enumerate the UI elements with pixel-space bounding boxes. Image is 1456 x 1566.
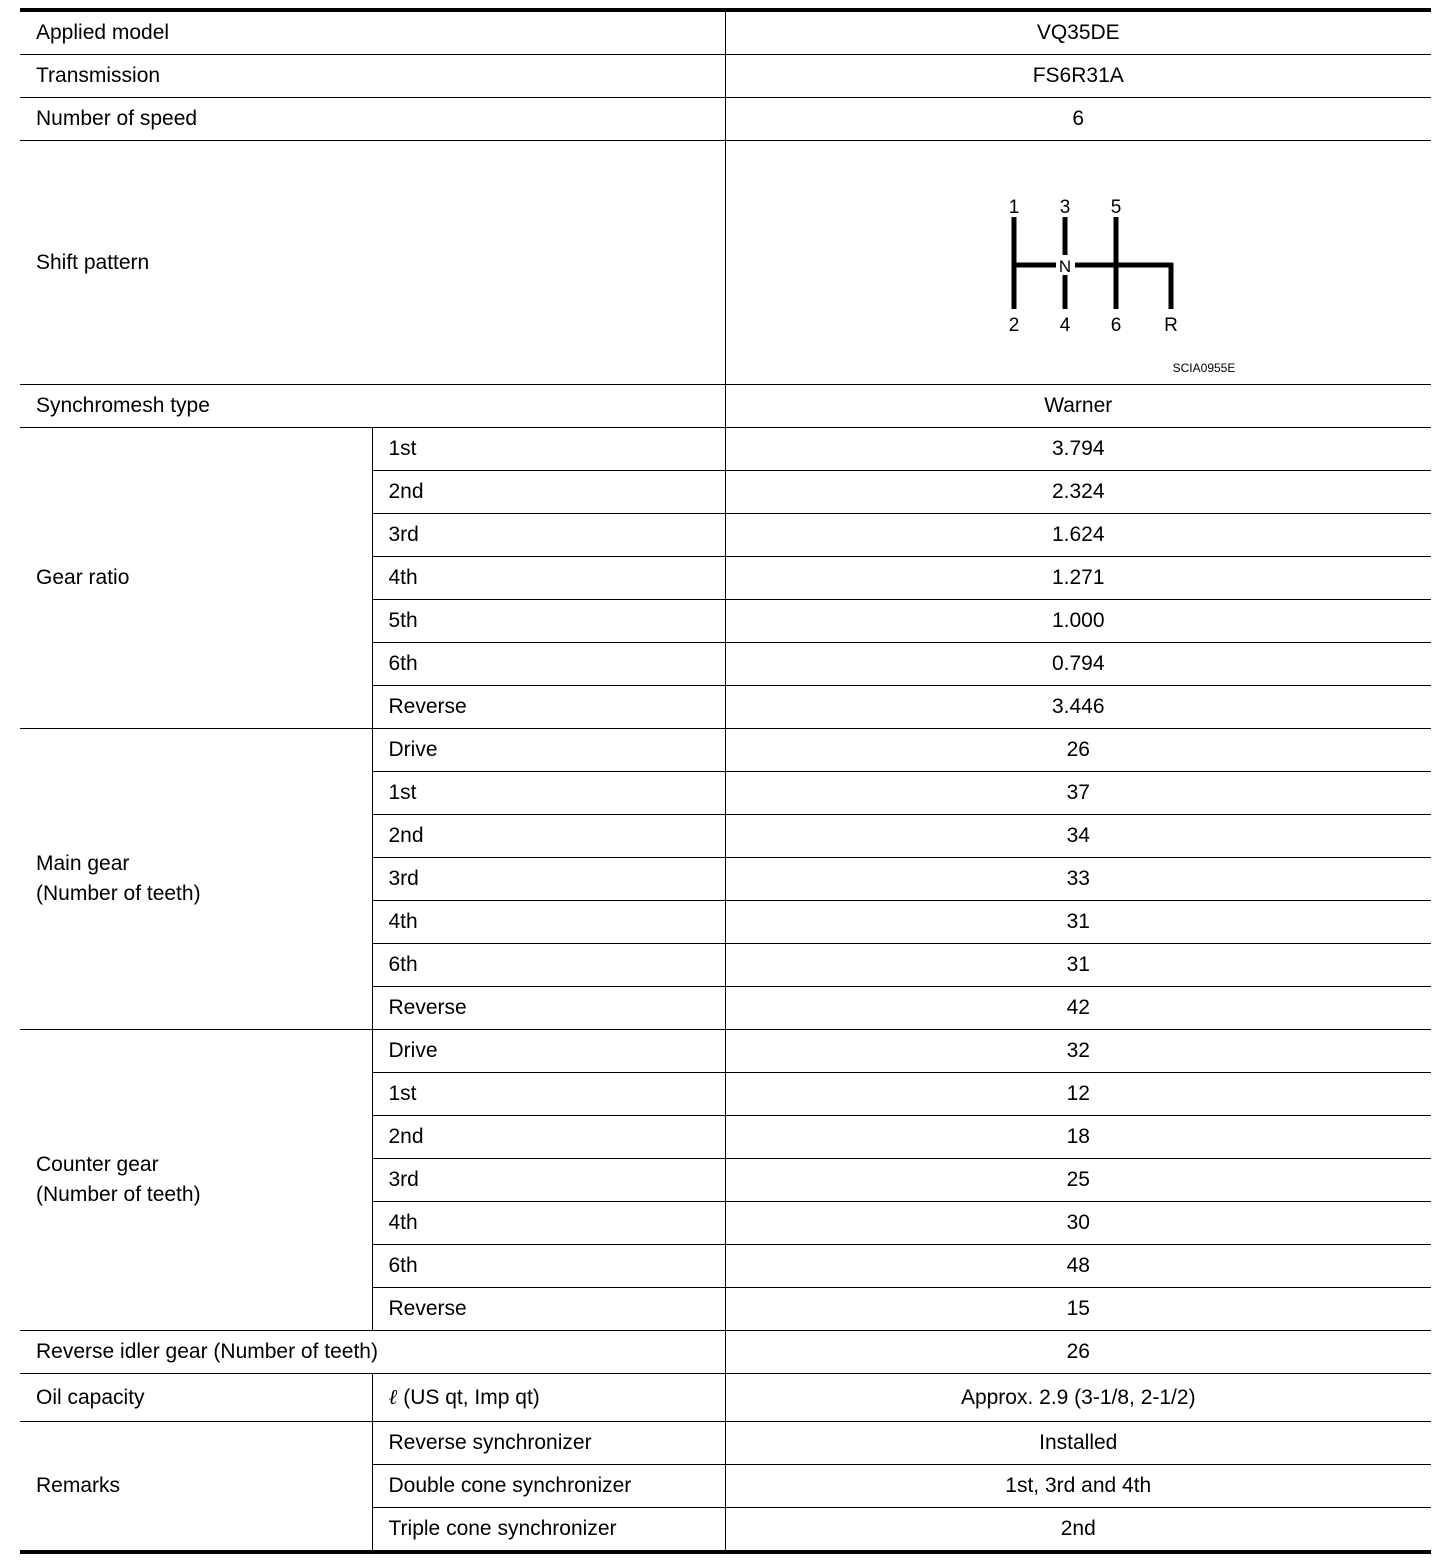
main-gear-value: 26: [725, 729, 1431, 772]
number-of-speed-label: Number of speed: [20, 98, 725, 141]
transmission-value: FS6R31A: [725, 55, 1431, 98]
shift-label-5: 5: [1110, 196, 1121, 218]
main-gear-row: [20, 729, 1431, 772]
main-gear-value: 31: [725, 944, 1431, 987]
gear-ratio-gear: 1st: [372, 428, 725, 471]
gear-ratio-gear: 4th: [372, 557, 725, 600]
main-gear-gear: 6th: [372, 944, 725, 987]
remarks-value: Installed: [725, 1422, 1431, 1465]
shift-label-6: 6: [1110, 314, 1121, 336]
gear-ratio-gear: 2nd: [372, 471, 725, 514]
main-gear-gear: 1st: [372, 772, 725, 815]
remarks-value: 2nd: [725, 1508, 1431, 1553]
counter-gear-value: 15: [725, 1288, 1431, 1331]
shift-pattern-label: Shift pattern: [20, 141, 725, 385]
shift-label-1: 1: [1008, 196, 1019, 218]
shift-label-3: 3: [1059, 196, 1070, 218]
synchromesh-type-row: [20, 385, 1431, 428]
shift-pattern-row: [20, 141, 1431, 385]
counter-gear-value: 30: [725, 1202, 1431, 1245]
remarks-item: Double cone synchronizer: [372, 1465, 725, 1508]
main-gear-value: 34: [725, 815, 1431, 858]
gear-ratio-row: [20, 428, 1431, 471]
counter-gear-label-line1: Counter gear: [36, 1153, 159, 1176]
transmission-row: [20, 55, 1431, 98]
main-gear-gear: 4th: [372, 901, 725, 944]
gear-ratio-gear: 5th: [372, 600, 725, 643]
shift-label-neutral: N: [1058, 256, 1071, 276]
reverse-idler-gear-row: [20, 1331, 1431, 1374]
counter-gear-gear: 2nd: [372, 1116, 725, 1159]
counter-gear-value: 32: [725, 1030, 1431, 1073]
gear-ratio-gear: 6th: [372, 643, 725, 686]
oil-capacity-unit-text: (US qt, Imp qt): [403, 1386, 540, 1409]
gear-ratio-value: 1.271: [725, 557, 1431, 600]
main-gear-value: 37: [725, 772, 1431, 815]
applied-model-value: VQ35DE: [725, 10, 1431, 55]
counter-gear-row: [20, 1030, 1431, 1073]
main-gear-gear: Reverse: [372, 987, 725, 1030]
remarks-item: Reverse synchronizer: [372, 1422, 725, 1465]
counter-gear-gear: 4th: [372, 1202, 725, 1245]
main-gear-gear: 2nd: [372, 815, 725, 858]
remarks-label: Remarks: [20, 1422, 372, 1553]
oil-capacity-unit: [372, 1374, 725, 1422]
main-gear-label-line1: Main gear: [36, 852, 130, 875]
gear-ratio-value: 3.794: [725, 428, 1431, 471]
transmission-spec-table: [20, 8, 1431, 1554]
gear-ratio-gear: 3rd: [372, 514, 725, 557]
transmission-label: Transmission: [20, 55, 725, 98]
gear-ratio-value: 1.000: [725, 600, 1431, 643]
litre-symbol: ℓ: [388, 1385, 398, 1409]
remarks-row: [20, 1422, 1431, 1465]
main-gear-gear: Drive: [372, 729, 725, 772]
remarks-value: 1st, 3rd and 4th: [725, 1465, 1431, 1508]
counter-gear-label-line2: (Number of teeth): [36, 1183, 201, 1206]
main-gear-value: 33: [725, 858, 1431, 901]
counter-gear-gear: Reverse: [372, 1288, 725, 1331]
figure-code: SCIA0955E: [1172, 360, 1235, 375]
counter-gear-value: 12: [725, 1073, 1431, 1116]
counter-gear-gear: 3rd: [372, 1159, 725, 1202]
oil-capacity-label: Oil capacity: [20, 1374, 372, 1422]
number-of-speed-row: [20, 98, 1431, 141]
counter-gear-value: 25: [725, 1159, 1431, 1202]
main-gear-gear: 3rd: [372, 858, 725, 901]
gear-ratio-value: 2.324: [725, 471, 1431, 514]
shift-label-reverse: R: [1163, 314, 1178, 336]
main-gear-value: 31: [725, 901, 1431, 944]
main-gear-label: [20, 729, 372, 1030]
counter-gear-gear: 6th: [372, 1245, 725, 1288]
gear-ratio-gear: Reverse: [372, 686, 725, 729]
reverse-idler-gear-label: Reverse idler gear (Number of teeth): [20, 1331, 725, 1374]
reverse-idler-gear-value: 26: [725, 1331, 1431, 1374]
gear-ratio-value: 0.794: [725, 643, 1431, 686]
oil-capacity-value: Approx. 2.9 (3-1/8, 2-1/2): [725, 1374, 1431, 1422]
oil-capacity-row: [20, 1374, 1431, 1422]
main-gear-value: 42: [725, 987, 1431, 1030]
synchromesh-type-label: Synchromesh type: [20, 385, 725, 428]
shift-label-2: 2: [1008, 314, 1019, 336]
shift-label-4: 4: [1059, 314, 1070, 336]
remarks-item: Triple cone synchronizer: [372, 1508, 725, 1553]
gear-ratio-label: Gear ratio: [20, 428, 372, 729]
counter-gear-label: [20, 1030, 372, 1331]
applied-model-row: [20, 10, 1431, 55]
applied-model-label: Applied model: [20, 10, 725, 55]
counter-gear-value: 18: [725, 1116, 1431, 1159]
shift-pattern-cell: [725, 141, 1431, 385]
counter-gear-gear: 1st: [372, 1073, 725, 1116]
shift-pattern-diagram: [734, 143, 1434, 383]
main-gear-label-line2: (Number of teeth): [36, 882, 201, 905]
synchromesh-type-value: Warner: [725, 385, 1431, 428]
gear-ratio-value: 3.446: [725, 686, 1431, 729]
counter-gear-value: 48: [725, 1245, 1431, 1288]
counter-gear-gear: Drive: [372, 1030, 725, 1073]
number-of-speed-value: 6: [725, 98, 1431, 141]
gear-ratio-value: 1.624: [725, 514, 1431, 557]
